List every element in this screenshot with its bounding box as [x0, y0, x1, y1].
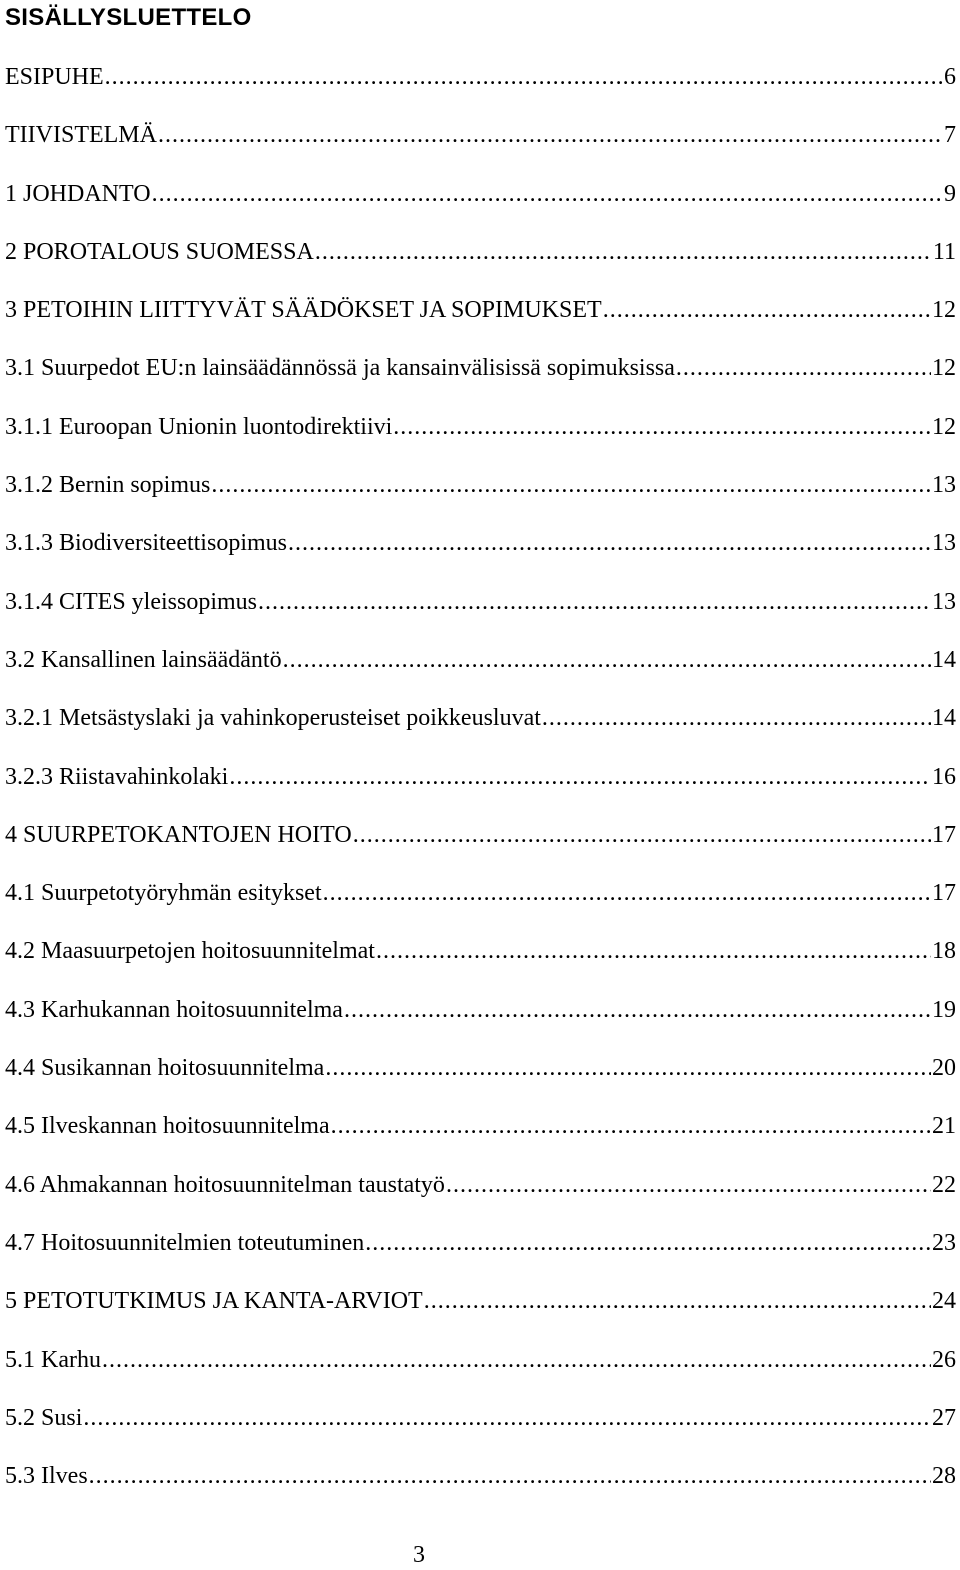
toc-entry-title: 3.2.3 Riistavahinkolaki [5, 763, 229, 790]
toc-entry[interactable] [5, 522, 956, 580]
toc-entry[interactable] [5, 989, 956, 1047]
toc-entry[interactable] [5, 814, 956, 872]
toc-dot-leader [365, 1222, 931, 1264]
toc-entry-page: 14 [932, 646, 956, 673]
toc-entry-page: 7 [944, 122, 956, 149]
toc-entry-title: 4.4 Susikannan hoitosuunnitelma [5, 1055, 325, 1082]
toc-dot-leader [258, 581, 931, 623]
toc-entry[interactable] [5, 1164, 956, 1222]
toc-entry-page: 13 [932, 588, 956, 615]
toc-entry-title: TIIVISTELMÄ [5, 122, 157, 149]
toc-entry[interactable] [5, 639, 956, 697]
toc-entry-title: ESIPUHE [5, 64, 104, 90]
toc-dot-leader [325, 1047, 931, 1089]
toc-entry-title: 3.1.1 Euroopan Unionin luontodirektiivi [5, 413, 393, 440]
toc-entry[interactable] [5, 114, 956, 172]
toc-entry-title: 4.7 Hoitosuunnitelmien toteutuminen [5, 1229, 365, 1256]
toc-dot-leader [344, 989, 931, 1031]
toc-entry[interactable] [5, 930, 956, 988]
toc-entry-title: 4 SUURPETOKANTOJEN HOITO [5, 821, 352, 848]
toc-entry-page: 11 [932, 238, 956, 265]
toc-entry[interactable] [5, 756, 956, 814]
toc-entry-page: 12 [932, 355, 956, 382]
toc-entry-title: 5.1 Karhu [5, 1346, 101, 1373]
toc-entry-title: 4.1 Suurpetotyöryhmän esitykset [5, 880, 322, 907]
toc-entry[interactable] [5, 581, 956, 639]
toc-entry-title: 3.1.4 CITES yleissopimus [5, 588, 258, 615]
toc-entry-title: 4.6 Ahmakannan hoitosuunnitelman taustatyö [5, 1171, 445, 1198]
toc-entry[interactable] [5, 1222, 956, 1280]
toc-dot-leader [315, 231, 932, 273]
toc-dot-leader [105, 56, 943, 98]
toc-dot-leader [229, 756, 931, 798]
toc-entry-page: 27 [932, 1404, 956, 1431]
toc-dot-leader [323, 872, 931, 914]
toc-entry[interactable] [5, 1105, 956, 1163]
toc-dot-leader [542, 697, 931, 739]
toc-dot-leader [283, 639, 931, 681]
toc-entry[interactable] [5, 872, 956, 930]
toc-entry-page: 16 [932, 763, 956, 790]
toc-dot-leader [424, 1280, 931, 1322]
toc-entry[interactable] [5, 347, 956, 405]
toc-entry-page: 23 [932, 1229, 956, 1256]
toc-dot-leader [676, 347, 931, 389]
toc-entry-title: 3.1 Suurpedot EU:n lainsäädännössä ja kansainvälisissä sopimuksissa [5, 355, 675, 382]
toc-dot-leader [393, 406, 931, 448]
toc-entry-page: 6 [944, 64, 956, 90]
toc-entry-page: 17 [932, 821, 956, 848]
toc-entry-page: 12 [932, 297, 956, 324]
toc-entry[interactable] [5, 173, 956, 231]
toc-entry-title: 3.2 Kansallinen lainsäädäntö [5, 646, 282, 673]
toc-dot-leader [83, 1397, 931, 1439]
toc-entry[interactable] [5, 1280, 956, 1338]
toc-entry[interactable] [5, 464, 956, 522]
toc-entry-title: 3.1.2 Bernin sopimus [5, 472, 211, 499]
toc-entry-title: 1 JOHDANTO [5, 180, 151, 207]
toc-entry-page: 9 [944, 180, 956, 207]
toc-entry[interactable] [5, 1047, 956, 1105]
toc-entry[interactable] [5, 1455, 956, 1513]
toc-entry-page: 14 [932, 705, 956, 732]
toc-entry[interactable] [5, 231, 956, 289]
toc-dot-leader [102, 1339, 931, 1381]
toc-dot-leader [331, 1105, 931, 1147]
toc-dot-leader [288, 522, 931, 564]
toc-entry-page: 20 [932, 1055, 956, 1082]
toc-dot-leader [211, 464, 931, 506]
toc-dot-leader [353, 814, 931, 856]
toc-dot-leader [158, 114, 943, 156]
toc-dot-leader [152, 173, 943, 215]
toc-entry-title: 4.2 Maasuurpetojen hoitosuunnitelmat [5, 938, 375, 965]
toc-entry-title: 4.5 Ilveskannan hoitosuunnitelma [5, 1113, 330, 1140]
toc-entry-page: 12 [932, 413, 956, 440]
toc-entry-page: 28 [932, 1463, 956, 1490]
toc-entry-title: 5.3 Ilves [5, 1463, 88, 1490]
toc-dot-leader [446, 1164, 931, 1206]
toc-title: SISÄLLYSLUETTELO [5, 4, 252, 31]
toc-list [5, 56, 956, 1513]
toc-entry[interactable] [5, 1397, 956, 1455]
toc-entry-title: 3.1.3 Biodiversiteettisopimus [5, 530, 287, 557]
toc-entry[interactable] [5, 406, 956, 464]
toc-entry[interactable] [5, 697, 956, 755]
toc-entry-title: 2 POROTALOUS SUOMESSA [5, 238, 314, 265]
toc-entry-title: 5 PETOTUTKIMUS JA KANTA-ARVIOT [5, 1288, 423, 1315]
toc-entry-page: 26 [932, 1346, 956, 1373]
toc-dot-leader [376, 930, 931, 972]
toc-entry-page: 13 [932, 472, 956, 499]
toc-entry[interactable] [5, 289, 956, 347]
toc-entry[interactable] [5, 56, 956, 114]
toc-entry-page: 18 [932, 938, 956, 965]
toc-entry-title: 5.2 Susi [5, 1404, 83, 1431]
toc-entry-page: 21 [932, 1113, 956, 1140]
toc-dot-leader [89, 1455, 931, 1497]
toc-entry-title: 4.3 Karhukannan hoitosuunnitelma [5, 996, 343, 1023]
toc-dot-leader [603, 289, 931, 331]
toc-entry-page: 13 [932, 530, 956, 557]
page-number: 3 [413, 1542, 425, 1568]
toc-entry-page: 24 [932, 1288, 956, 1315]
toc-entry-title: 3.2.1 Metsästyslaki ja vahinkoperusteiset poikkeusluvat [5, 705, 541, 732]
toc-entry[interactable] [5, 1339, 956, 1397]
toc-entry-page: 22 [932, 1171, 956, 1198]
toc-entry-page: 19 [932, 996, 956, 1023]
toc-entry-page: 17 [932, 880, 956, 907]
toc-entry-title: 3 PETOIHIN LIITTYVÄT SÄÄDÖKSET JA SOPIMUKSET [5, 297, 602, 324]
